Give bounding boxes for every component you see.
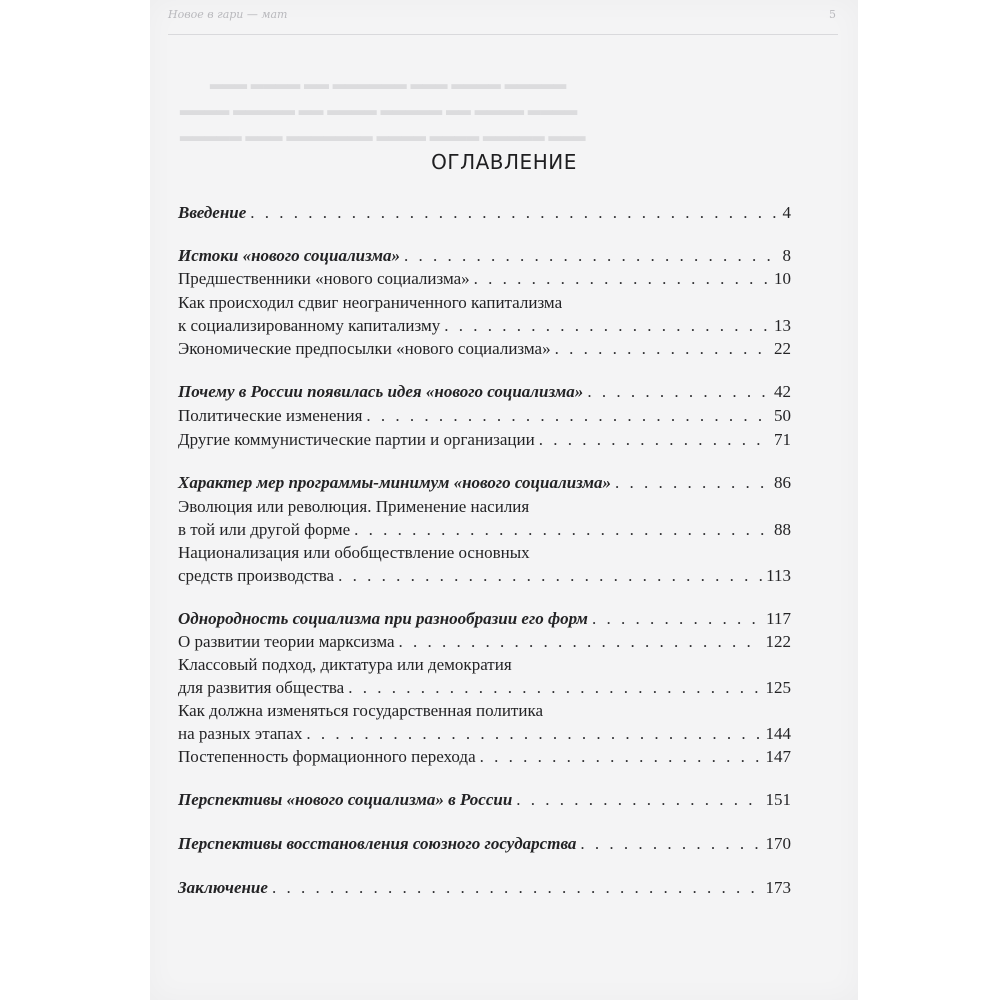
- toc-entry: [178, 428, 791, 452]
- toc-entry-page: 71: [774, 430, 791, 449]
- book-page: [150, 0, 858, 1000]
- toc-entry-page: 151: [765, 790, 791, 809]
- toc-leader-dots: [580, 832, 761, 856]
- toc-entry-continued: [178, 291, 791, 315]
- toc-entry-page: 10: [774, 269, 791, 288]
- toc-leader-dots: [587, 380, 770, 404]
- toc-entry-page: 170: [765, 834, 791, 853]
- toc-entry-title: на разных этапах: [178, 724, 303, 743]
- toc-entry-title: Политические изменения: [178, 406, 363, 425]
- toc-entry-title: Классовый подход, диктатура или демократия: [178, 655, 512, 674]
- toc-entry-title: Эволюция или революция. Применение насилия: [178, 497, 530, 516]
- toc-entry-title: Истоки «нового социализма»: [178, 246, 400, 265]
- toc-entry-page: 113: [766, 566, 791, 585]
- running-head-page-number: 5: [829, 8, 836, 21]
- toc-entry-title: Экономические предпосылки «нового социализма»: [178, 339, 551, 358]
- toc-entry-title: Как происходил сдвиг неограниченного капитализма: [178, 293, 563, 312]
- toc-entry: [178, 518, 791, 542]
- toc-leader-dots: [338, 564, 762, 588]
- toc-entry-title: в той или другой форме: [178, 520, 351, 539]
- toc-entry-title: Предшественники «нового социализма»: [178, 269, 470, 288]
- toc-entry-page: 88: [774, 520, 791, 539]
- toc-entry: [178, 832, 791, 856]
- toc-entry: [178, 722, 791, 746]
- toc-leader-dots: [480, 745, 762, 769]
- toc-entry-page: 50: [774, 406, 791, 425]
- toc-entry-title: Почему в России появилась идея «нового социализма»: [178, 382, 584, 401]
- toc-leader-dots: [348, 676, 761, 700]
- toc-entry-page: 22: [774, 339, 791, 358]
- toc-leader-dots: [555, 337, 770, 361]
- toc-entry-page: 86: [774, 473, 791, 492]
- toc-entry-title: Как должна изменяться государственная политика: [178, 701, 544, 720]
- toc-leader-dots: [444, 314, 770, 338]
- toc-entry: [178, 201, 791, 225]
- running-head-title: Новое в гари — мат: [168, 8, 288, 21]
- toc-leader-dots: [474, 267, 770, 291]
- toc-leader-dots: [366, 404, 770, 428]
- toc-entry-title: Постепенность формационного перехода: [178, 747, 476, 766]
- toc-entry-title: Национализация или обобществление основных: [178, 543, 530, 562]
- toc-entry-title: для развития общества: [178, 678, 345, 697]
- toc-entry: [178, 607, 791, 631]
- toc-entry-page: 42: [774, 382, 791, 401]
- bleed-through-texture: ▂▂▂ ▂▂▂▂ ▂▂ ▂▂▂▂▂▂ ▂▂▂ ▂▂▂▂ ▂▂▂▂▂: [210, 72, 567, 89]
- toc-leader-dots: [399, 630, 762, 654]
- toc-entry: [178, 244, 791, 268]
- toc-entry-page: 117: [766, 609, 791, 628]
- toc-leader-dots: [615, 471, 770, 495]
- toc-entry-continued: [178, 699, 791, 723]
- toc-entry-title: Характер мер программы-минимум «нового социализма»: [178, 473, 612, 492]
- toc-entry-title: Однородность социализма при разнообразии его форм: [178, 609, 588, 628]
- toc-entry: [178, 314, 791, 338]
- bleed-through-texture: ▂▂▂▂▂ ▂▂▂ ▂▂▂▂▂▂▂ ▂▂▂▂ ▂▂▂▂ ▂▂▂▂▂ ▂▂▂: [180, 124, 586, 141]
- bleed-through-texture: ▂▂▂▂ ▂▂▂▂▂ ▂▂ ▂▂▂▂ ▂▂▂▂▂ ▂▂ ▂▂▂▂ ▂▂▂▂: [180, 98, 578, 115]
- toc-entry: [178, 788, 791, 812]
- toc-leader-dots: [516, 788, 761, 812]
- toc-leader-dots: [354, 518, 770, 542]
- toc-leader-dots: [592, 607, 762, 631]
- toc-entry-continued: [178, 541, 791, 565]
- toc-entry-title: средств производства: [178, 566, 335, 585]
- toc-leader-dots: [404, 244, 779, 268]
- toc-entry-page: 8: [782, 246, 791, 265]
- toc-entry-page: 13: [774, 316, 791, 335]
- toc-entry-title: О развитии теории марксизма: [178, 632, 395, 651]
- toc-entry: [178, 471, 791, 495]
- toc-entry: [178, 745, 791, 769]
- toc-entry-page: 173: [765, 878, 791, 897]
- toc-entry-page: 144: [765, 724, 791, 743]
- toc-entry-title: Введение: [178, 203, 247, 222]
- toc-entry-title: Заключение: [178, 878, 268, 897]
- toc-entry-title: к социализированному капитализму: [178, 316, 441, 335]
- toc-entry-page: 122: [765, 632, 791, 651]
- toc-leader-dots: [306, 722, 761, 746]
- toc-entry-page: 147: [765, 747, 791, 766]
- toc-entry-continued: [178, 495, 791, 519]
- toc-leader-dots: [250, 201, 778, 225]
- toc-entry: [178, 337, 791, 361]
- toc-entry: [178, 876, 791, 900]
- toc-leader-dots: [539, 428, 770, 452]
- toc-entry-title: Другие коммунистические партии и организации: [178, 430, 535, 449]
- toc-entry: [178, 267, 791, 291]
- toc-entry: [178, 630, 791, 654]
- toc-heading: ОГЛАВЛЕНИЕ: [431, 150, 577, 174]
- toc-entry: [178, 564, 791, 588]
- toc-entry: [178, 380, 791, 404]
- toc-entry-page: 125: [765, 678, 791, 697]
- toc-entry: [178, 404, 791, 428]
- toc-entry-page: 4: [782, 203, 791, 222]
- running-head-rule: [168, 34, 838, 35]
- toc-entry-continued: [178, 653, 791, 677]
- toc-leader-dots: [272, 876, 762, 900]
- toc-entry-title: Перспективы «нового социализма» в России: [178, 790, 513, 809]
- toc-entry-title: Перспективы восстановления союзного государства: [178, 834, 577, 853]
- toc-entry: [178, 676, 791, 700]
